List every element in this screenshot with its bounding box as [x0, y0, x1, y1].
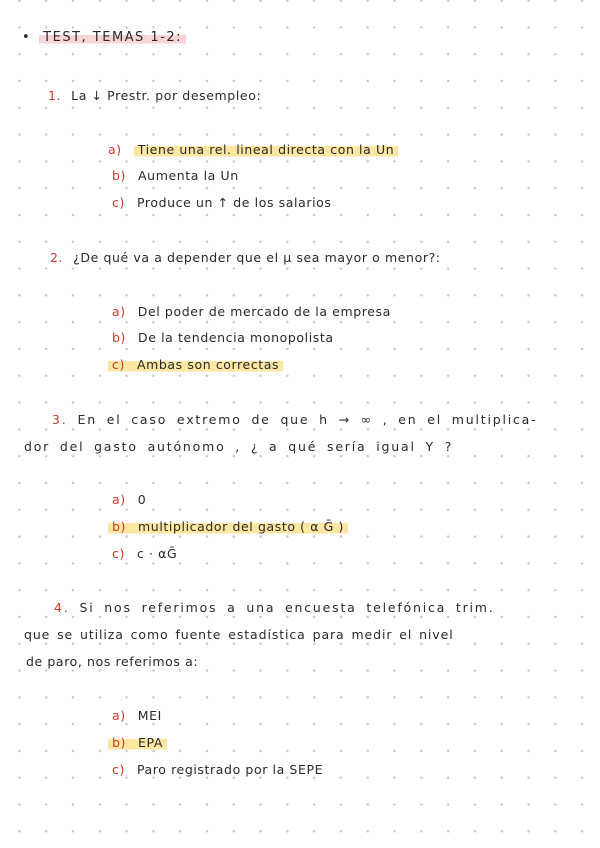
question-text: dor del gasto autónomo , ¿ a qué sería igual Y ? [24, 439, 454, 454]
option-text: EPA [138, 735, 164, 750]
question-text: La ↓ Prestr. por desempleo: [71, 88, 262, 103]
page-title-text: TEST, TEMAS 1-2: [39, 30, 186, 45]
option-letter: b) [112, 735, 127, 750]
question-1-option-a [108, 142, 398, 157]
option-letter: b) [112, 330, 127, 345]
question-3-line-1 [52, 412, 537, 427]
option-letter: a) [112, 492, 126, 507]
question-1-option-c [112, 195, 332, 210]
question-text: En el caso extremo de que h → ∞ , en el multiplica- [77, 412, 538, 427]
option-letter: a) [108, 142, 122, 157]
question-text: de paro, nos referimos a: [26, 654, 199, 669]
question-4-line-3 [26, 654, 198, 669]
option-letter: b) [112, 168, 127, 183]
option-letter: a) [112, 708, 126, 723]
question-2-option-a [112, 304, 391, 319]
question-3-option-b [108, 519, 348, 534]
option-letter: c) [112, 195, 125, 210]
question-4-option-c [112, 762, 323, 777]
question-number: 4. [54, 600, 70, 615]
question-text: Si nos referimos a una encuesta telefónica trim. [79, 600, 495, 615]
option-text: 0 [137, 492, 147, 507]
bullet-icon: • [22, 30, 32, 45]
option-text: Ambas son correctas [136, 357, 280, 372]
option-letter: b) [112, 519, 127, 534]
question-3-option-c [112, 546, 177, 561]
option-text: MEI [137, 708, 162, 723]
option-text: Tiene una rel. lineal directa con la Un [134, 141, 398, 158]
option-letter: c) [112, 762, 125, 777]
option-text: Paro registrado por la SEPE [136, 762, 324, 777]
question-number: 2. [50, 250, 64, 265]
question-1-line-1 [48, 88, 261, 103]
question-text: ¿De qué va a depender que el μ sea mayor o menor?: [73, 250, 441, 265]
option-text: c · αḠ [136, 546, 178, 561]
option-text: Aumenta la Un [138, 168, 239, 183]
page-title [22, 30, 186, 45]
option-letter: c) [112, 357, 125, 372]
question-2-option-b [112, 330, 334, 345]
question-4-line-2 [24, 627, 454, 642]
question-2-line-1 [50, 250, 441, 265]
option-letter: a) [112, 304, 126, 319]
question-4-line-1 [54, 600, 495, 615]
question-number: 1. [48, 88, 62, 103]
option-text: Produce un ↑ de los salarios [136, 195, 332, 210]
question-number: 3. [52, 412, 68, 427]
question-4-option-b [108, 735, 167, 750]
question-3-line-2 [24, 439, 453, 454]
option-text: multiplicador del gasto ( α Ḡ ) [138, 519, 344, 534]
question-2-option-c [108, 357, 283, 372]
option-text: De la tendencia monopolista [138, 330, 334, 345]
question-3-option-a [112, 492, 146, 507]
question-1-option-b [112, 168, 239, 183]
option-letter: c) [112, 546, 125, 561]
question-text: que se utiliza como fuente estadística para medir el nivel [24, 627, 454, 642]
option-text: Del poder de mercado de la empresa [137, 304, 391, 319]
question-4-option-a [112, 708, 162, 723]
